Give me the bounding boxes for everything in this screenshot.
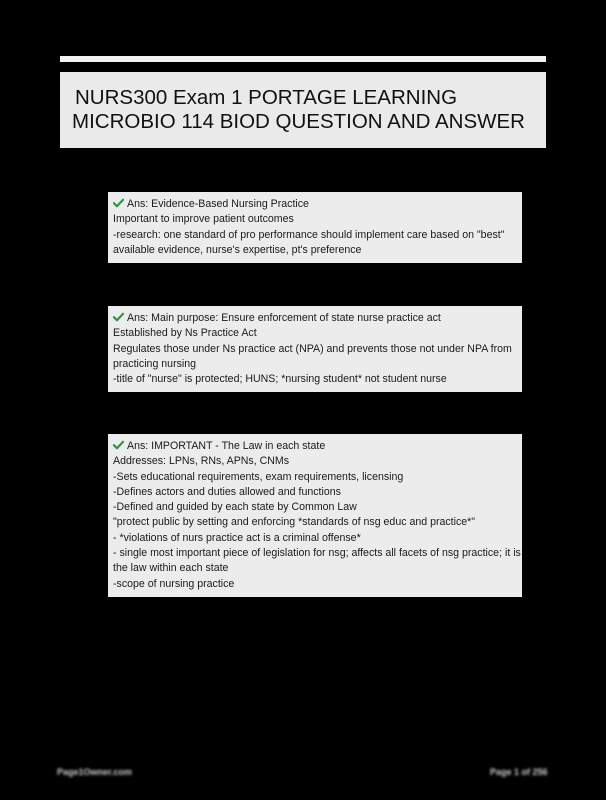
answer-heading: Ans: Evidence-Based Nursing Practice bbox=[127, 198, 309, 210]
answer-line: -research: one standard of pro performance should implement care based on "best" bbox=[113, 228, 505, 241]
answer-line: Established by Ns Practice Act bbox=[113, 327, 257, 340]
footer-page-number: Page 1 of 256 bbox=[490, 767, 548, 777]
answer-line: available evidence, nurse's expertise, pt's preference bbox=[113, 243, 362, 256]
answer-heading: Ans: Main purpose: Ensure enforcement of state nurse practice act bbox=[127, 312, 441, 324]
document-title-box bbox=[60, 72, 546, 148]
check-icon bbox=[113, 312, 124, 322]
document-title-line-1: NURS300 Exam 1 PORTAGE LEARNING bbox=[75, 86, 458, 109]
answer-line: Important to improve patient outcomes bbox=[113, 213, 294, 226]
answer-line: -Defined and guided by each state by Common Law bbox=[113, 501, 357, 514]
document-title-line-2: MICROBIO 114 BIOD QUESTION AND ANSWER bbox=[72, 110, 525, 133]
answer-heading-line bbox=[113, 439, 516, 454]
answer-line: Addresses: LPNs, RNs, APNs, CNMs bbox=[113, 455, 290, 468]
answer-card bbox=[108, 434, 522, 597]
answer-card bbox=[108, 306, 522, 392]
answer-line: "protect public by setting and enforcing *standards of nsg educ and practice*" bbox=[113, 516, 476, 529]
answer-line: -Sets educational requirements, exam requirements, licensing bbox=[113, 470, 404, 483]
check-icon bbox=[113, 198, 124, 208]
answer-heading-line bbox=[113, 197, 516, 212]
answer-heading: Ans: IMPORTANT - The Law in each state bbox=[127, 440, 326, 452]
top-rule bbox=[60, 56, 546, 62]
answer-card bbox=[108, 192, 522, 263]
check-icon bbox=[113, 440, 124, 450]
answer-line: - *violations of nurs practice act is a criminal offense* bbox=[113, 531, 361, 544]
answer-line: the law within each state bbox=[113, 562, 229, 575]
answer-line: practicing nursing bbox=[113, 357, 197, 370]
answer-line: - single most important piece of legislation for nsg; affects all facets of nsg practice; it is bbox=[113, 547, 521, 560]
footer-source: Page1Owner.com bbox=[57, 767, 133, 777]
answer-line: -title of "nurse" is protected; HUNS; *nursing student* not student nurse bbox=[113, 373, 447, 386]
answer-line: -scope of nursing practice bbox=[113, 577, 235, 590]
answer-line: -Defines actors and duties allowed and functions bbox=[113, 485, 341, 498]
answer-line: Regulates those under Ns practice act (NPA) and prevents those not under NPA from bbox=[113, 342, 512, 355]
answer-heading-line bbox=[113, 311, 516, 326]
